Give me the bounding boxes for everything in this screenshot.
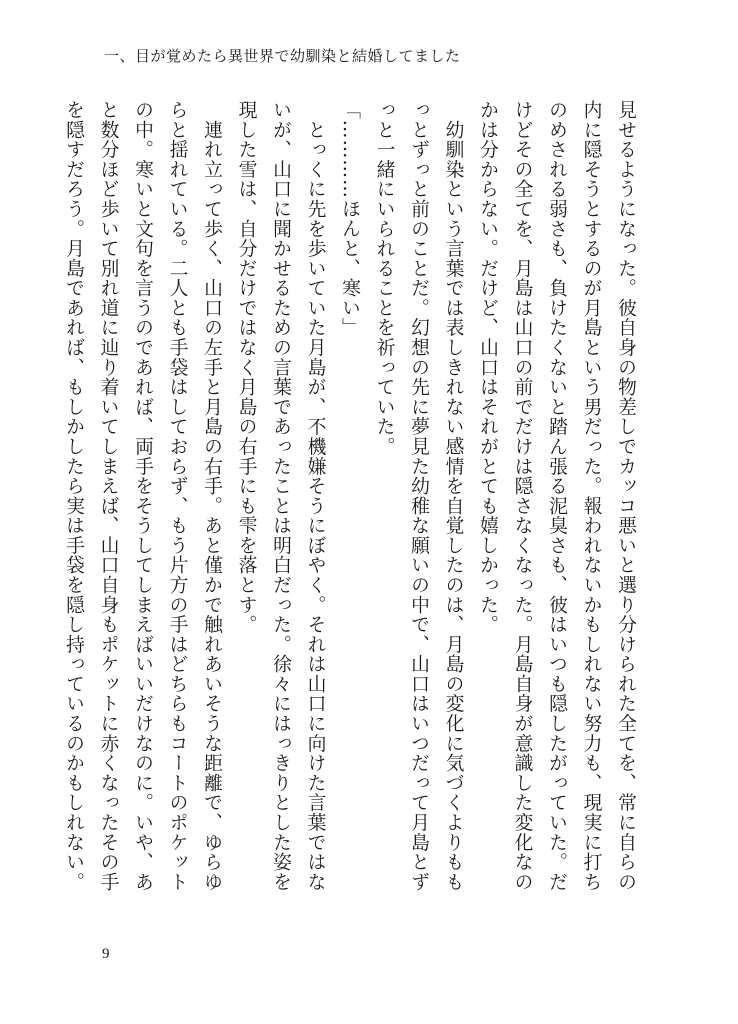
page-number: 9 (102, 946, 110, 962)
text-column: とっくに先を歩いていた月島が、不機嫌そうにぼやく。それは山口に向けた言葉ではな (304, 100, 326, 892)
text-column: を隠すだろう。月島であれば、もしかしたら実は手袋を隠し持っているのかもしれない。 (63, 100, 84, 892)
text-column: と数分ほど歩いて別れ道に辿り着いてしまえば、山口自身もポケットに赤くなったその手 (97, 100, 119, 892)
text-column: 現した雪は、自分だけではなく月島の右手にも雫を落とす。 (235, 100, 257, 635)
running-head: 一、目が覚めたら異世界で幼馴染と結婚してました (104, 47, 461, 65)
text-column: っと一緒にいられることを祈っていた。 (373, 100, 395, 457)
text-column: のめされる弱さも、負けたくないと踏ん張る泥臭さも、彼はいつも隠したがっていた。だ (546, 100, 567, 892)
text-column: かは分からない。だけど、山口はそれがとても嬉しかった。 (477, 100, 498, 635)
text-column: らと揺れている。二人とも手袋はしておらず、もう片方の手はどちらもコートのポケット (166, 100, 188, 892)
text-column: 見せるようになった。彼自身の物差しでカッコ悪いと選り分けられた全てを、常に自らの (615, 100, 636, 892)
text-column: 幼馴染という言葉では表しきれない感情を自覚したのは、月島の変化に気づくよりもも (442, 100, 464, 892)
text-column: の中。寒いと文句を言うのであれば、両手をそうしてしまえばいいだけなのに。いや、あ (132, 100, 153, 892)
text-column: いが、山口に聞かせるための言葉であったことは明白だった。徐々にはっきりとした姿を (270, 100, 291, 892)
text-column: 内に隠そうとするのが月島という男だった。報われないかもしれない努力も、現実に打ち (580, 100, 602, 892)
dialogue-column: 「…………ほんと、寒い」 (339, 100, 360, 338)
text-column: 連れ立って歩く、山口の左手と月島の右手。あと僅かで触れあいそうな距離で、ゆらゆ (201, 100, 222, 892)
text-column: っとずっと前のことだ。幻想の先に夢見た幼稚な願いの中で、山口はいつだって月島とず (408, 100, 429, 892)
text-column: けどその全てを、月島は山口の前でだけは隠さなくなった。月島自身が意識した変化なの (511, 100, 533, 892)
body-text (56, 100, 643, 920)
